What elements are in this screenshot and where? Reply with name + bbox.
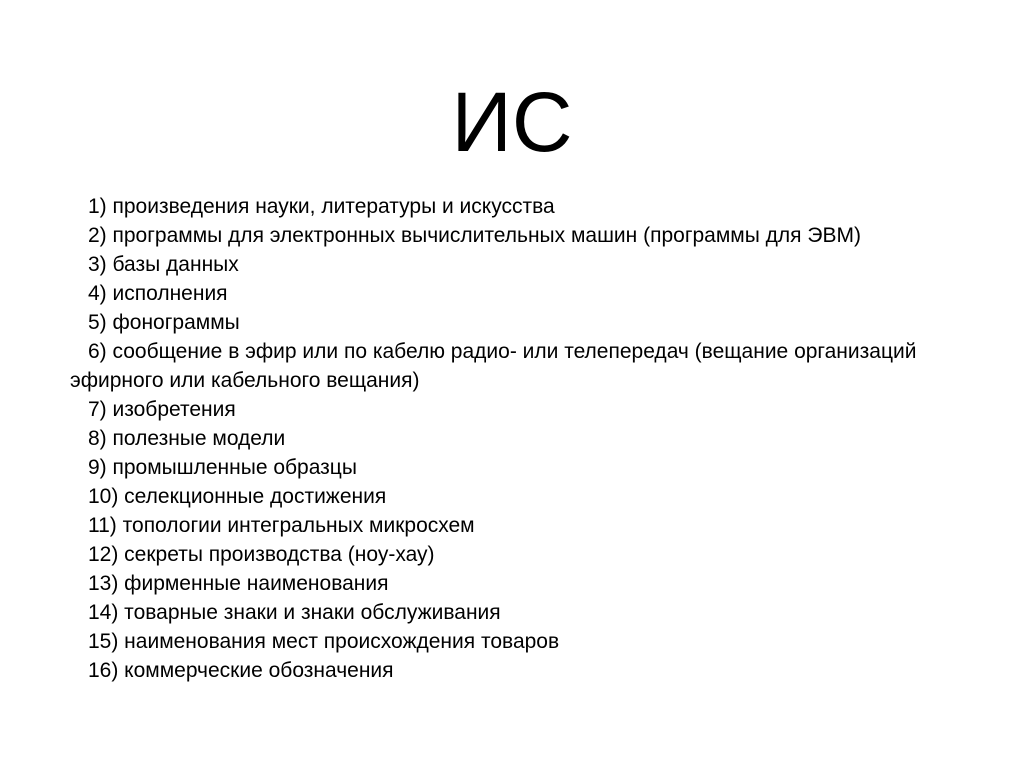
list-item: 15) наименования мест происхождения товаров: [88, 630, 560, 653]
list-item: 9) промышленные образцы: [88, 456, 357, 479]
list-item: 12) секреты производства (ноу-хау): [88, 543, 435, 566]
list-item: 13) фирменные наименования: [88, 572, 389, 595]
list-item: 5) фонограммы: [88, 311, 240, 334]
list-item: 11) топологии интегральных микросхем: [88, 514, 475, 537]
list-item: 6) сообщение в эфир или по кабелю радио- или телепередач (вещание организаций эфирного или кабельного вещания): [70, 340, 917, 392]
list-item: 2) программы для электронных вычислительных машин (программы для ЭВМ): [88, 224, 861, 247]
item-list: [70, 192, 930, 685]
slide-title: ИС: [451, 75, 573, 169]
list-item: 1) произведения науки, литературы и искусства: [88, 195, 555, 218]
list-item: 7) изобретения: [88, 398, 236, 421]
list-item: 14) товарные знаки и знаки обслуживания: [88, 601, 501, 624]
list-item: 3) базы данных: [88, 253, 239, 276]
list-item: 4) исполнения: [88, 282, 228, 305]
list-item: 8) полезные модели: [88, 427, 286, 450]
list-item: 10) селекционные достижения: [88, 485, 387, 508]
list-item: 16) коммерческие обозначения: [88, 659, 394, 682]
